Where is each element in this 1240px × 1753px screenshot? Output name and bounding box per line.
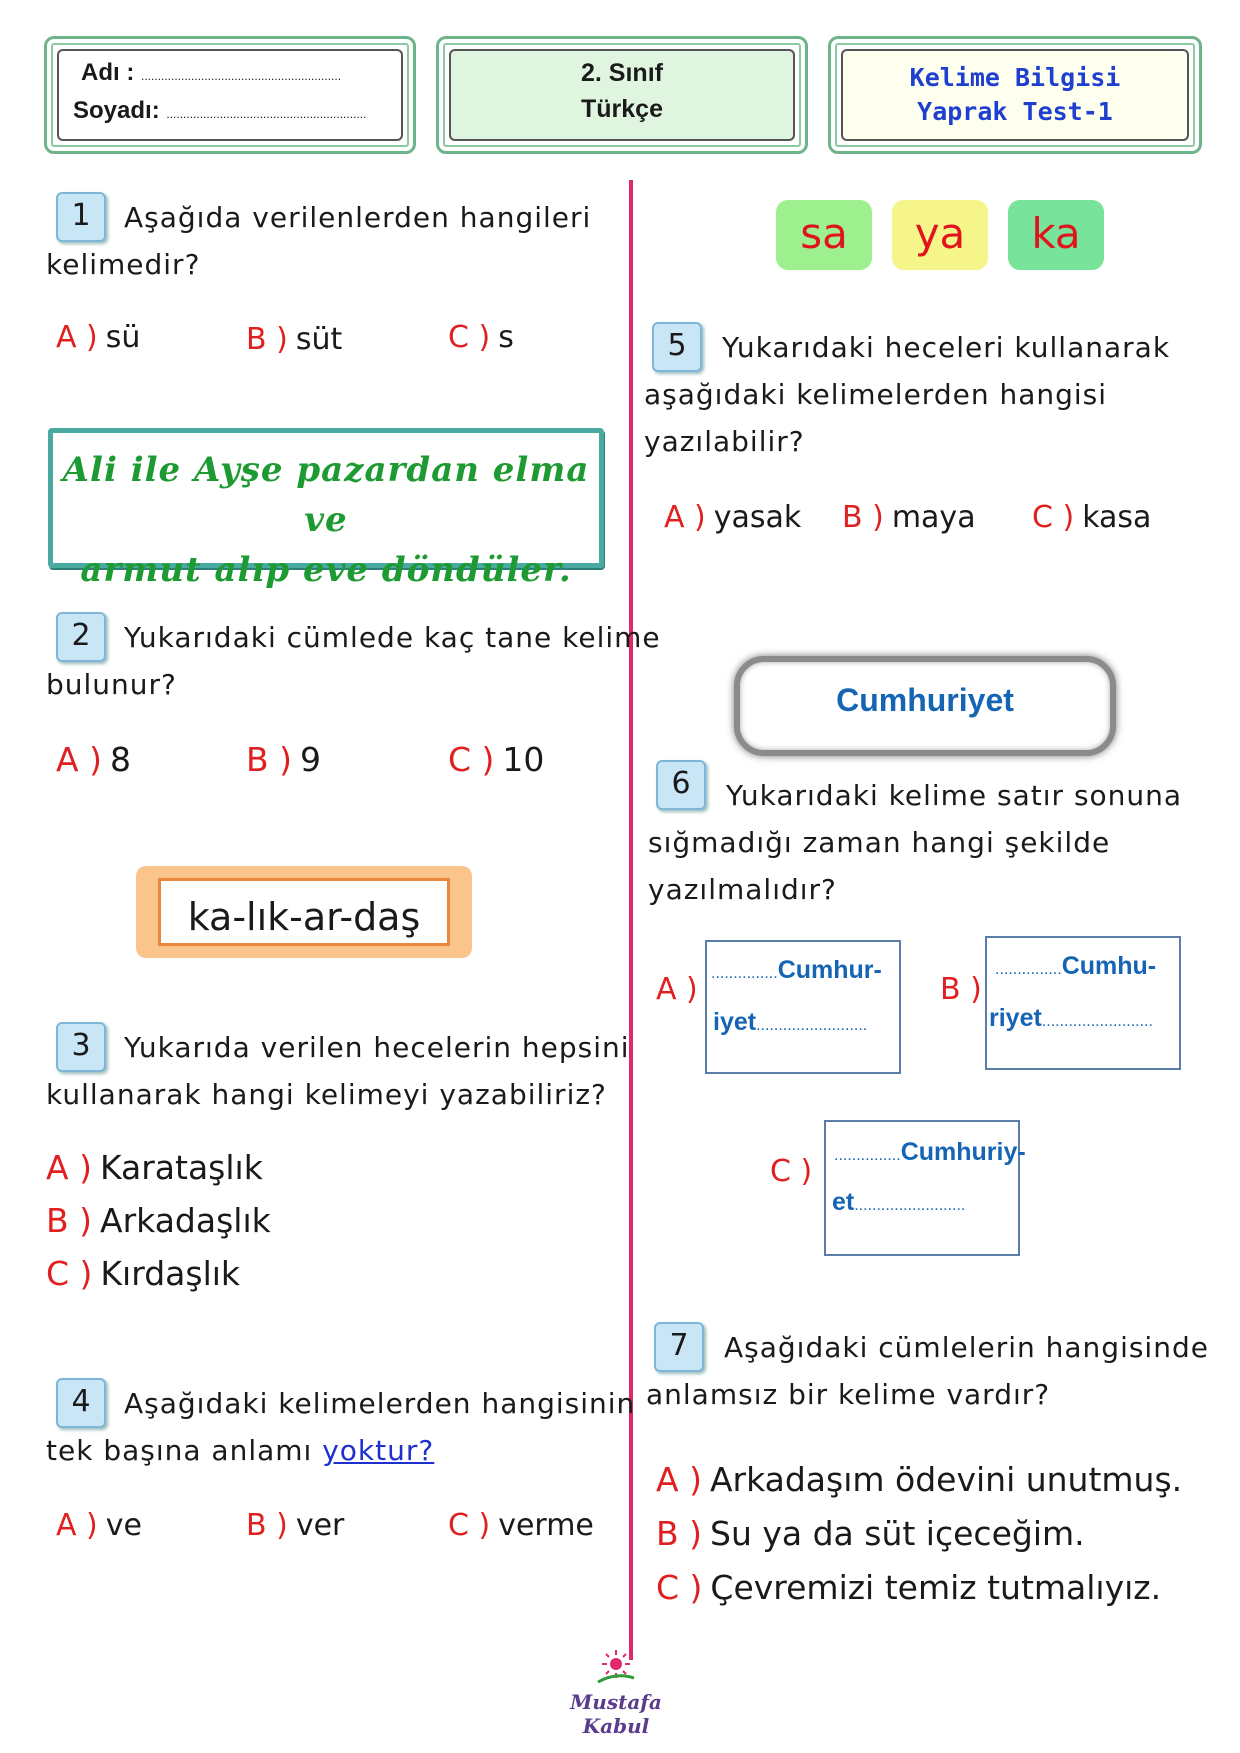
q2-option-c[interactable]: C ) 10	[448, 740, 545, 779]
q6-text-line3: yazılmalıdır?	[648, 873, 837, 906]
q6-a-top: Cumhur-	[777, 956, 882, 984]
q6-option-b[interactable]: B )	[940, 972, 982, 1007]
q7-text-line2: anlamsız bir kelime vardır?	[646, 1378, 1051, 1411]
author-logo	[536, 1648, 696, 1738]
grade-label: 2. Sınıf	[581, 59, 663, 87]
surname-field[interactable]: ............................................................	[166, 107, 367, 121]
q3-option-a[interactable]: A ) Karataşlık	[46, 1148, 263, 1187]
question-number-7: 7	[654, 1322, 704, 1372]
logo-text: Mustafa Kabul	[570, 1690, 662, 1738]
q3-option-b[interactable]: B ) Arkadaşlık	[46, 1201, 271, 1240]
q6-text-line1: Yukarıdaki kelime satır sonuna	[726, 779, 1183, 812]
q1-option-a[interactable]: A ) sü	[56, 320, 141, 355]
q7-option-c[interactable]: C ) Çevremizi temiz tutmalıyız.	[656, 1568, 1162, 1607]
q6-b-bottom: riyet	[989, 1004, 1042, 1032]
q7-option-a[interactable]: A ) Arkadaşım ödevini unutmuş.	[656, 1460, 1183, 1499]
question-number-4: 4	[56, 1378, 106, 1428]
question-number-3: 3	[56, 1022, 106, 1072]
q6-option-a[interactable]: A )	[656, 972, 698, 1007]
q6-option-b-box[interactable]: ...............Cumhu- riyet.........................	[985, 936, 1181, 1070]
sentence-line2: armut alıp eve döndüler.	[80, 550, 572, 590]
subject-label: Türkçe	[581, 95, 663, 123]
q4-option-c[interactable]: C ) verme	[448, 1508, 594, 1543]
q2-option-a[interactable]: A ) 8	[56, 740, 131, 779]
sentence-line1: Ali ile Ayşe pazardan elma ve	[62, 450, 590, 540]
syllable-chip-ya: ya	[892, 200, 988, 270]
name-box	[44, 36, 416, 154]
column-divider	[629, 180, 633, 1660]
q6-option-a-box[interactable]: ...............Cumhur- iyet.........................	[705, 940, 901, 1074]
syllables-frame	[136, 866, 472, 958]
q5-option-c[interactable]: C ) kasa	[1032, 500, 1152, 535]
question-number-5: 5	[652, 322, 702, 372]
q4-option-b[interactable]: B ) ver	[246, 1508, 345, 1543]
q6-option-c-box[interactable]: ...............Cumhuriy- et.........................	[824, 1120, 1020, 1256]
question-number-2: 2	[56, 612, 106, 662]
q4-option-a[interactable]: A ) ve	[56, 1508, 142, 1543]
syllable-chip-sa: sa	[776, 200, 872, 270]
q6-c-bottom: et	[832, 1188, 855, 1216]
q1-option-b[interactable]: B ) süt	[246, 322, 343, 357]
q6-option-c[interactable]: C )	[770, 1154, 813, 1189]
q3-text-line1: Yukarıda verilen hecelerin hepsini	[124, 1031, 630, 1064]
test-title-box	[828, 36, 1202, 154]
grade-box	[436, 36, 808, 154]
q5-text-line2: aşağıdaki kelimelerden hangisi	[644, 378, 1108, 411]
q7-option-b[interactable]: B ) Su ya da süt içeceğim.	[656, 1514, 1085, 1553]
question-number-6: 6	[656, 760, 706, 810]
q5-text-line1: Yukarıdaki heceleri kullanarak	[722, 331, 1171, 364]
q3-option-c[interactable]: C ) Kırdaşlık	[46, 1254, 241, 1293]
q1-option-c[interactable]: C ) s	[448, 320, 514, 355]
test-title-line1: Kelime Bilgisi	[909, 63, 1121, 92]
q1-text-line1: Aşağıda verilenlerden hangileri	[124, 201, 592, 234]
question-number-1: 1	[56, 192, 106, 242]
q6-a-bottom: iyet	[713, 1008, 757, 1036]
sentence-frame	[48, 428, 604, 590]
q2-text-line2: bulunur?	[46, 668, 177, 701]
name-field[interactable]: ............................................................	[141, 69, 342, 83]
cumhuriyet-frame	[734, 656, 1116, 756]
q6-text-line2: sığmadığı zaman hangi şekilde	[648, 826, 1111, 859]
sun-icon	[596, 1648, 636, 1684]
q2-text-line1: Yukarıdaki cümlede kaç tane kelime	[124, 621, 661, 654]
q5-option-a[interactable]: A ) yasak	[664, 500, 802, 535]
syllable-chip-ka: ka	[1008, 200, 1104, 270]
q4-text-line2: tek başına anlamı yoktur?	[46, 1434, 435, 1467]
q5-option-b[interactable]: B ) maya	[842, 500, 976, 535]
q7-text-line1: Aşağıdaki cümlelerin hangisinde	[724, 1331, 1209, 1364]
q6-b-top: Cumhu-	[1061, 952, 1157, 980]
q3-text-line2: kullanarak hangi kelimeyi yazabiliriz?	[46, 1078, 607, 1111]
name-label: Adı :	[81, 59, 135, 86]
q1-text-line2: kelimedir?	[46, 248, 201, 281]
q6-c-top: Cumhuriy-	[900, 1138, 1026, 1166]
q5-text-line3: yazılabilir?	[644, 425, 805, 458]
test-title-line2: Yaprak Test-1	[917, 97, 1113, 126]
yoktur-link[interactable]: yoktur?	[322, 1434, 435, 1467]
cumhuriyet-word: Cumhuriyet	[836, 682, 1014, 718]
q2-option-b[interactable]: B ) 9	[246, 740, 322, 779]
q4-text-line1: Aşağıdaki kelimelerden hangisinin	[124, 1387, 636, 1420]
syllables-text: ka-lık-ar-daş	[187, 895, 421, 939]
surname-label: Soyadı:	[73, 97, 160, 124]
